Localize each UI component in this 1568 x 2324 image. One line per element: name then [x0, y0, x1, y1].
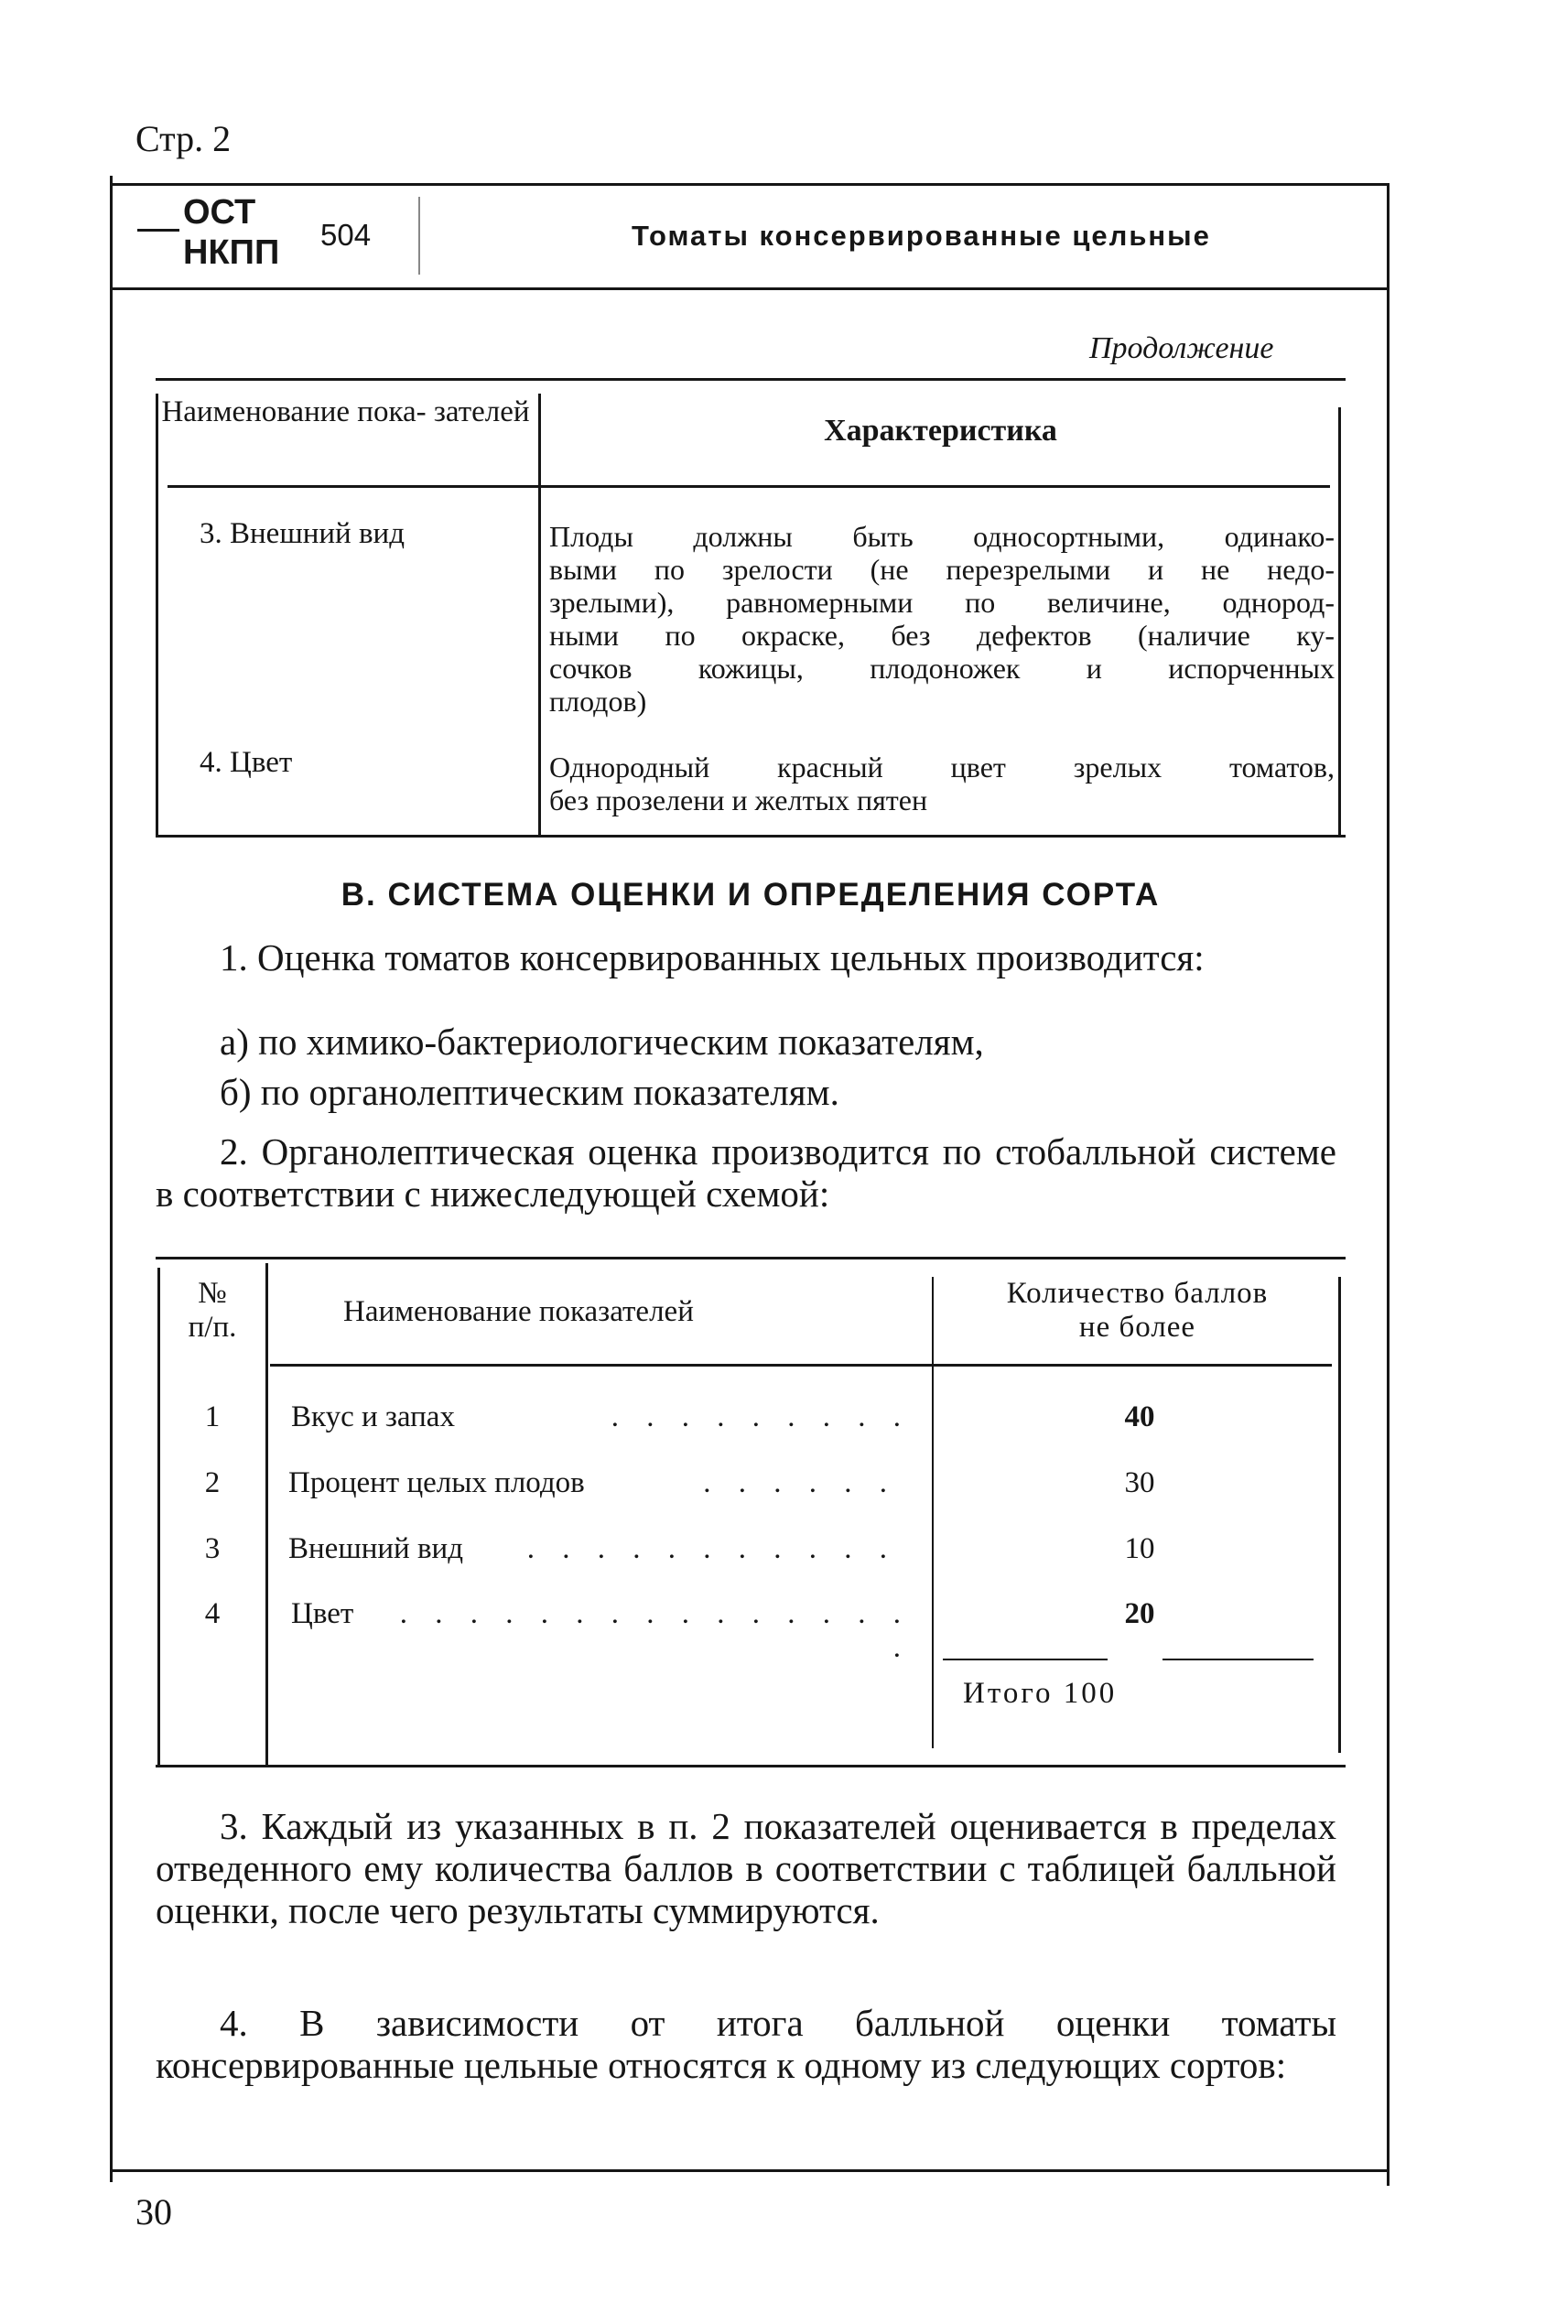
table1-row-name: 4. Цвет: [200, 746, 293, 779]
frame-bottom-rule: [110, 2169, 1390, 2172]
paragraph-4: 4. В зависимости от итога балльной оценки томаты консервированные цельные относятся к одному из следующих сортов:: [156, 2002, 1336, 2086]
page-label: Стр. 2: [135, 118, 232, 159]
table1-bottom-rule: [156, 835, 1346, 838]
table1-row-characteristic-end: плодов): [549, 685, 647, 718]
table2-column-divider-2: [932, 1277, 934, 1748]
table1-col2-header: Характеристика: [824, 414, 1057, 448]
table2-row-leader: . . . . . .: [703, 1466, 897, 1499]
table1-row-characteristic: [549, 520, 1335, 685]
page-number: 30: [135, 2191, 172, 2232]
table2-header-rule: [270, 1364, 1332, 1367]
table2-row-score: 20: [1124, 1597, 1155, 1630]
table1-header-rule: [168, 485, 1330, 488]
table2-row-leader: . . . . . . . . . . . . . . . .: [399, 1597, 911, 1664]
table2-row-name: Вкус и запах: [291, 1400, 455, 1433]
table2-row-score: 30: [1124, 1466, 1155, 1499]
header-divider: [418, 197, 420, 275]
table2-row-name: Процент целых плодов: [288, 1466, 585, 1499]
score-header-line1: Количество баллов: [1006, 1277, 1269, 1310]
table2-col2-header: Наименование показателей: [343, 1295, 694, 1328]
header-bottom-rule: [110, 287, 1390, 290]
table2-row-leader: . . . . . . . . .: [611, 1400, 911, 1433]
table2-row-name: Цвет: [291, 1597, 354, 1630]
table2-row-score: 10: [1124, 1532, 1155, 1565]
table1-top-rule: [156, 378, 1346, 381]
section-heading: В. СИСТЕМА ОЦЕНКИ И ОПРЕДЕЛЕНИЯ СОРТА: [341, 877, 1161, 913]
score-header-line2: не более: [1078, 1311, 1196, 1344]
number-sign: №: [198, 1277, 227, 1310]
standard-code: [183, 192, 279, 273]
table2-left-border: [157, 1268, 160, 1765]
table1-row-characteristic-end: без прозелени и желтых пятен: [549, 784, 928, 816]
paragraph-3: 3. Каждый из указанных в п. 2 показателей оценивается в пределах отведенного ему количества баллов в соответствии с таблицей балльной оценки, после чего результаты суммируются.: [156, 1805, 1336, 1931]
text-line: зрелыми), равномерными по величине, однород-: [549, 586, 1335, 619]
frame-left-border: [110, 176, 113, 2182]
header-dash: [137, 229, 179, 232]
table2-bottom-rule: [156, 1765, 1346, 1767]
table2-row-number: 1: [204, 1400, 221, 1433]
paragraph-2: 2. Органолептическая оценка производится по стобалльной системе в соответствии с нижеследующей схемой:: [156, 1130, 1336, 1215]
frame-top-rule: [110, 183, 1390, 186]
standard-line1: ОСТ: [183, 193, 256, 232]
standard-line2: НКПП: [183, 233, 280, 272]
table1-column-divider: [538, 394, 541, 835]
table2-col1-header: [163, 1277, 262, 1345]
text-line: Плоды должны быть односортными, одинако-: [549, 520, 1335, 553]
text-line: сочков кожицы, плодоножек и испорченных: [549, 652, 1335, 685]
list-item-a: а) по химико-бактериологическим показателям,: [220, 1021, 984, 1063]
text-line: Однородный красный цвет зрелых томатов,: [549, 751, 1335, 784]
text-line: выми по зрелости (не перезрелыми и не недо-: [549, 553, 1335, 586]
table2-row-number: 2: [204, 1466, 221, 1499]
table2-total: Итого 100: [963, 1677, 1118, 1710]
table2-row-name: Внешний вид: [288, 1532, 463, 1565]
table1-right-border: [1338, 407, 1341, 835]
list-item-b: б) по органолептическим показателям.: [220, 1071, 839, 1113]
frame-right-border: [1387, 183, 1390, 2186]
table2-row-leader: . . . . . . . . . . .: [526, 1532, 897, 1565]
table2-col3-header: [943, 1277, 1332, 1345]
table2-row-score: 40: [1124, 1400, 1155, 1433]
item-abbrev: п/п.: [188, 1311, 237, 1344]
table2-right-border: [1338, 1277, 1341, 1753]
table2-top-rule: [156, 1257, 1346, 1259]
table1-row-characteristic: [549, 751, 1335, 784]
total-rule-right: [1162, 1659, 1314, 1660]
standard-number: 504: [320, 218, 372, 252]
paragraph-1: 1. Оценка томатов консервированных цельных производится:: [220, 936, 1205, 978]
table1-row-name: 3. Внешний вид: [200, 517, 405, 550]
text-line: ными по окраске, без дефектов (наличие ку-: [549, 619, 1335, 652]
table1-col1-header: Наименование пока- зателей: [161, 395, 530, 428]
table2-row-number: 4: [204, 1597, 221, 1630]
table2-column-divider-1: [265, 1263, 268, 1765]
total-rule-left: [943, 1659, 1108, 1660]
document-title: Томаты консервированные цельные: [632, 220, 1211, 252]
table1-left-border: [156, 394, 158, 835]
continuation-label: Продолжение: [1089, 331, 1274, 365]
table2-row-number: 3: [204, 1532, 221, 1565]
